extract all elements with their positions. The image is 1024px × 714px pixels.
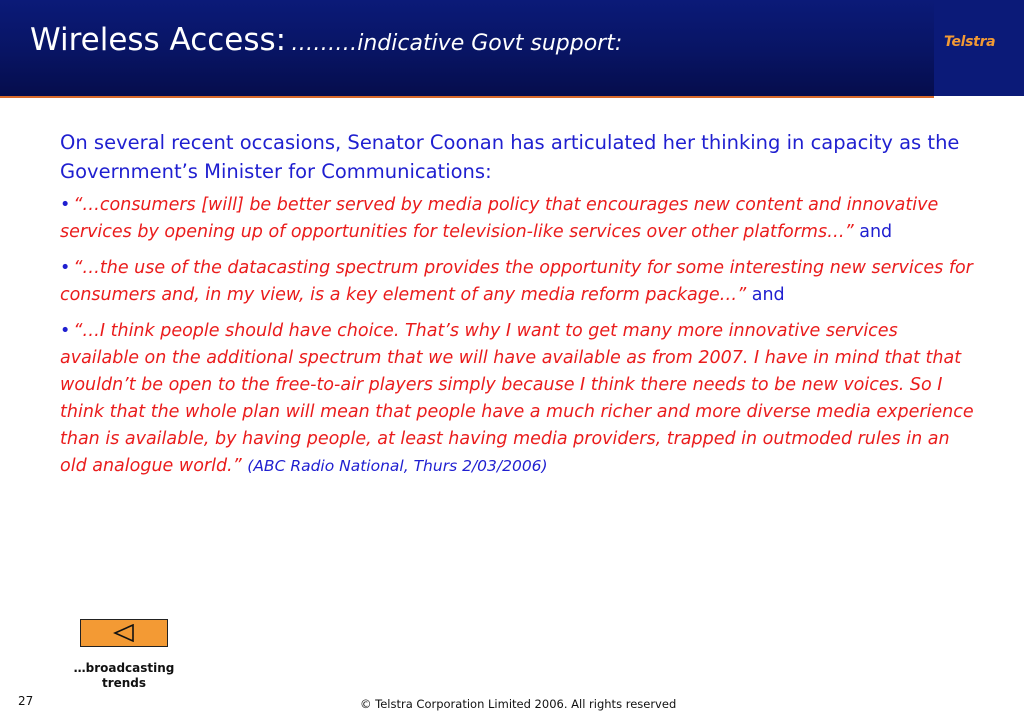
back-button-label[interactable] <box>62 661 186 691</box>
bullet-marker: • <box>60 258 71 278</box>
slide-title <box>30 22 622 58</box>
conjunction: and <box>751 285 785 305</box>
left-triangle-icon <box>113 624 135 642</box>
quote-source: (ABC Radio National, Thurs 2/03/2006) <box>247 457 548 475</box>
back-button[interactable] <box>80 619 168 647</box>
intro-text: On several recent occasions, Senator Coonan has articulated her thinking in capacity as the Government’s Minister for Communications: <box>60 131 960 183</box>
slide-content <box>60 128 975 489</box>
quote-bullet-1 <box>60 192 975 246</box>
page-number: 27 <box>18 694 34 708</box>
conjunction: and <box>859 222 893 242</box>
quote-text: “…consumers [will] be better served by media policy that encourages new content and innovative services by opening up of opportunities for television-like services over other platforms…” <box>60 195 939 242</box>
bullet-marker: • <box>60 321 71 341</box>
nav-label-line2: trends <box>101 676 147 690</box>
telstra-logo: Telstra <box>944 34 996 50</box>
quote-bullet-3 <box>60 318 975 480</box>
title-main: Wireless Access: <box>30 22 287 58</box>
nav-label-line1: …broadcasting <box>73 661 175 675</box>
bullet-marker: • <box>60 195 71 215</box>
quote-text: “…the use of the datacasting spectrum provides the opportunity for some interesting new services for consumers and, in my view, is a key element of any media reform package…” <box>60 258 973 305</box>
copyright-text: © Telstra Corporation Limited 2006. All rights reserved <box>360 697 677 711</box>
header-divider <box>0 96 934 98</box>
quote-bullet-2 <box>60 255 975 309</box>
title-sub: ………indicative Govt support: <box>291 31 623 56</box>
quote-text: “…I think people should have choice. That’s why I want to get many more innovative services available on the additional spectrum that we will have available as from 2007. I have in mind that that wouldn’t be open to the free-to-air players simply because I think there needs to be new voices. So I think that the whole plan will mean that people have a much richer and more diverse media experience than is available, by having people, at least having media providers, trapped in outmoded rules in an old analogue world.” <box>60 321 974 476</box>
